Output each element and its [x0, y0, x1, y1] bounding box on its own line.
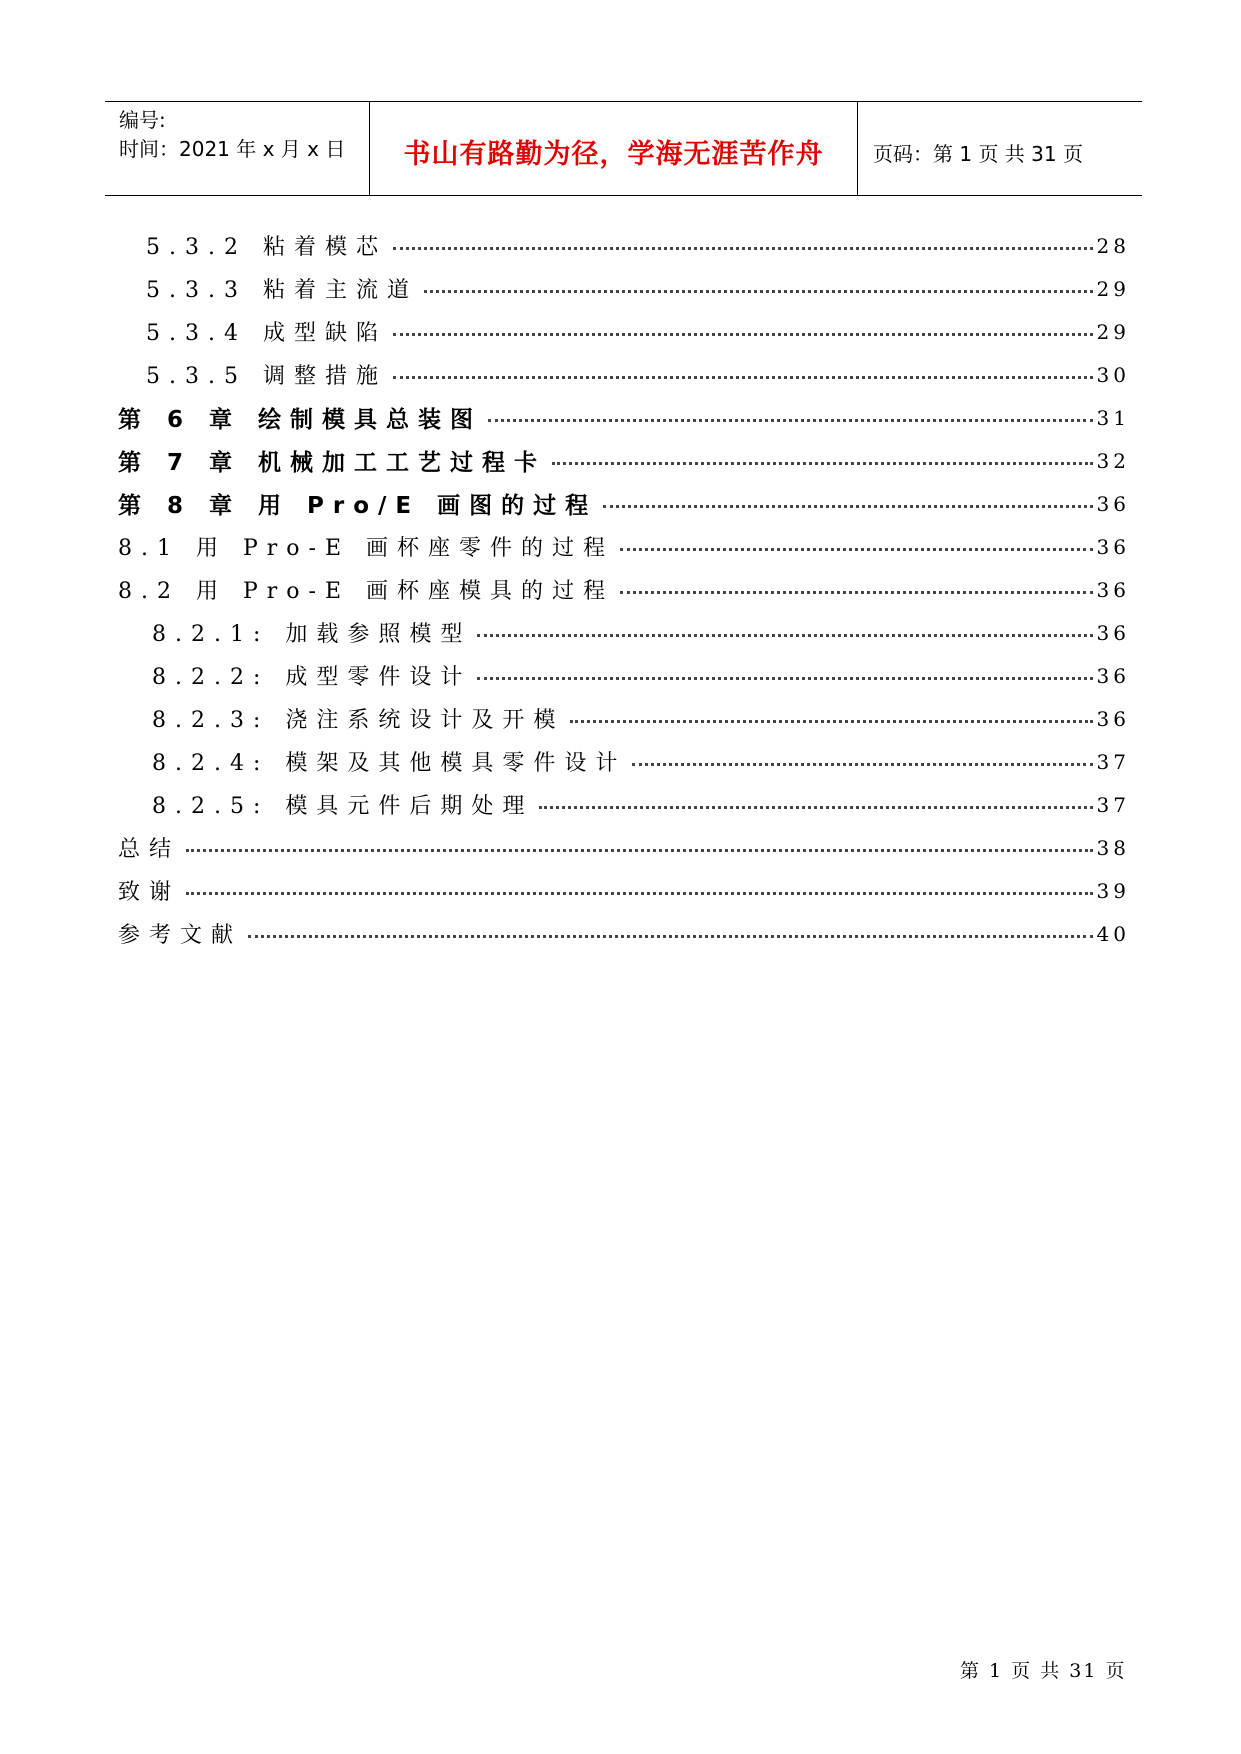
toc-title: 8.2.3: 浇注系统设计及开模	[152, 708, 565, 733]
toc-title: 第 6 章 绘制模具总装图	[118, 407, 483, 433]
toc-page: 36	[1096, 663, 1130, 688]
toc-entry[interactable]	[118, 697, 1130, 740]
toc-title: 8.1 用 Pro-E 画杯座零件的过程	[118, 536, 615, 561]
toc-title: 5.3.3 粘着主流道	[146, 278, 418, 303]
toc-leader	[620, 548, 1093, 551]
toc-entry[interactable]	[118, 783, 1130, 826]
toc-page: 36	[1096, 706, 1130, 731]
header-middle-cell	[370, 102, 858, 195]
toc-leader	[620, 591, 1093, 594]
toc-entry[interactable]	[118, 224, 1130, 267]
toc-title: 参考文献	[118, 923, 243, 948]
toc-title: 8.2 用 Pro-E 画杯座模具的过程	[118, 579, 615, 604]
toc-page: 37	[1096, 749, 1130, 774]
toc-entry[interactable]	[118, 353, 1130, 396]
toc-page: 30	[1096, 362, 1130, 387]
toc-leader	[632, 763, 1092, 766]
toc-page: 28	[1096, 233, 1130, 258]
toc-title: 8.2.4: 模架及其他模具零件设计	[152, 751, 627, 776]
toc-page: 32	[1096, 448, 1130, 473]
toc-leader	[477, 677, 1092, 680]
toc-page: 37	[1096, 792, 1130, 817]
toc-leader	[552, 462, 1093, 465]
toc-title: 8.2.1: 加载参照模型	[152, 622, 472, 647]
toc-entry[interactable]	[118, 396, 1130, 439]
toc-page: 36	[1096, 534, 1130, 559]
page-code: 页码：第 1 页 共 31 页	[873, 142, 1083, 166]
toc-leader	[393, 333, 1093, 336]
toc-title: 8.2.2: 成型零件设计	[152, 665, 472, 690]
toc-page: 40	[1096, 921, 1130, 946]
toc-title: 致谢	[118, 880, 181, 905]
document-header	[105, 101, 1142, 196]
toc-leader	[393, 247, 1093, 250]
header-right-cell	[858, 102, 1142, 195]
toc-title: 5.3.5 调整措施	[146, 364, 387, 389]
toc-title: 第 8 章 用 Pro/E 画图的过程	[118, 493, 598, 519]
toc-leader	[248, 935, 1093, 938]
toc-leader	[603, 505, 1092, 508]
toc-leader	[477, 634, 1092, 637]
toc-title: 总结	[118, 837, 181, 862]
toc-page: 36	[1096, 620, 1130, 645]
toc-entry[interactable]	[118, 439, 1130, 482]
toc-title: 8.2.5: 模具元件后期处理	[152, 794, 534, 819]
toc-entry[interactable]	[118, 568, 1130, 611]
toc-entry[interactable]	[118, 826, 1130, 869]
toc-leader	[186, 849, 1093, 852]
toc-entry[interactable]	[118, 654, 1130, 697]
toc-leader	[393, 376, 1093, 379]
toc-page: 36	[1096, 491, 1130, 516]
toc-entry[interactable]	[118, 267, 1130, 310]
serial-label: 编号:	[119, 108, 166, 132]
toc-leader	[488, 419, 1093, 422]
toc-entry[interactable]	[118, 912, 1130, 955]
toc-page: 29	[1096, 276, 1130, 301]
toc-entry[interactable]	[118, 310, 1130, 353]
toc-leader	[539, 806, 1092, 809]
toc-title: 第 7 章 机械加工工艺过程卡	[118, 450, 547, 476]
toc-entry[interactable]	[118, 525, 1130, 568]
toc-entry[interactable]	[118, 869, 1130, 912]
toc-leader	[424, 290, 1093, 293]
page-footer: 第 1 页 共 31 页	[960, 1660, 1127, 1682]
motto: 书山有路勤为径，学海无涯苦作舟	[403, 139, 824, 170]
toc-leader	[186, 892, 1093, 895]
header-left-cell	[105, 102, 370, 195]
toc-entry[interactable]	[118, 740, 1130, 783]
time-label: 时间：2021 年 x 月 x 日	[119, 137, 346, 161]
toc-page: 36	[1096, 577, 1130, 602]
toc-page: 39	[1096, 878, 1130, 903]
toc-title: 5.3.2 粘着模芯	[146, 235, 387, 260]
toc-leader	[570, 720, 1092, 723]
toc-entry[interactable]	[118, 482, 1130, 525]
toc-page: 38	[1096, 835, 1130, 860]
table-of-contents	[118, 224, 1130, 955]
toc-title: 5.3.4 成型缺陷	[146, 321, 387, 346]
toc-entry[interactable]	[118, 611, 1130, 654]
toc-page: 29	[1096, 319, 1130, 344]
toc-page: 31	[1096, 405, 1130, 430]
